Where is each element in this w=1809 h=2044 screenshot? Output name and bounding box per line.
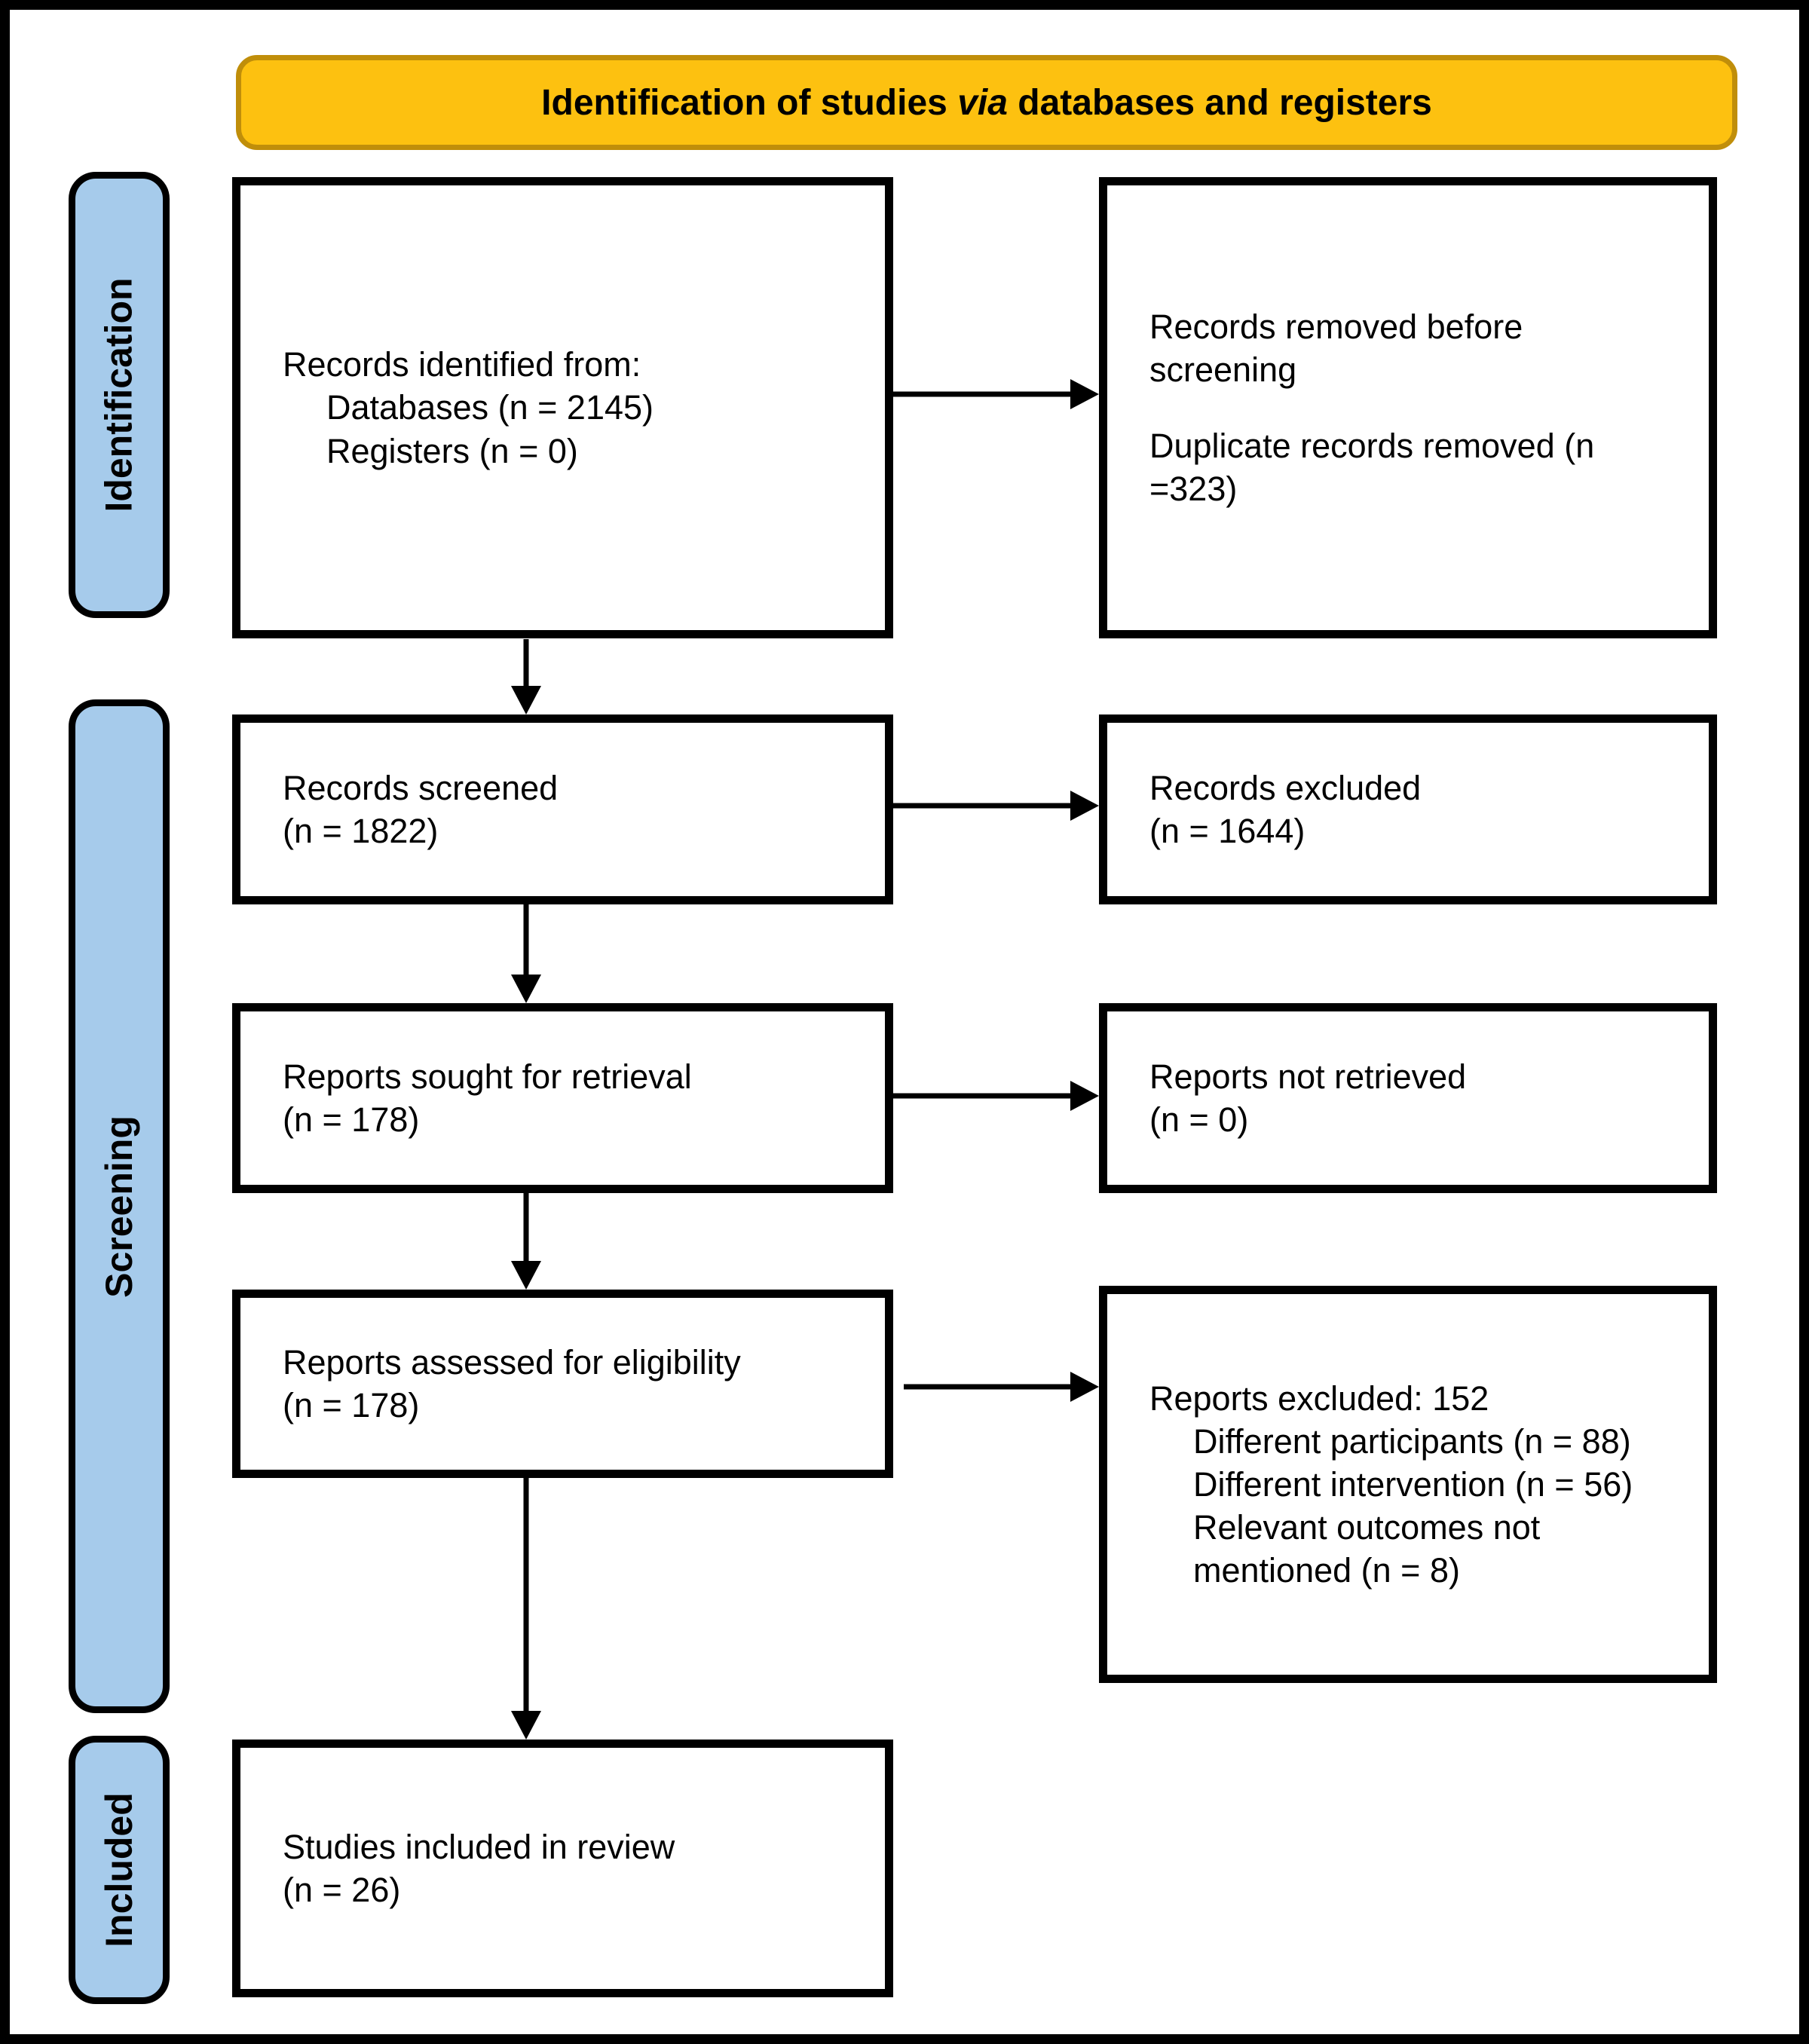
- reports-not-retrieved-line2: (n = 0): [1149, 1100, 1249, 1139]
- arrow-screened-to-excluded: [893, 791, 1099, 821]
- records-screened-line2: (n = 1822): [283, 812, 439, 850]
- title-part3: databases and registers: [1007, 82, 1432, 123]
- title-part1: Identification of studies: [541, 82, 958, 123]
- records-identified-item-registers: Registers (n = 0): [326, 431, 578, 470]
- box-records-screened: [232, 714, 893, 904]
- reports-sought-line1: Reports sought for retrieval: [283, 1057, 692, 1096]
- reports-not-retrieved-line1: Reports not retrieved: [1149, 1057, 1467, 1096]
- studies-included-line2: (n = 26): [283, 1871, 401, 1909]
- title-via-italic: via: [957, 82, 1008, 123]
- stage-label-screening: [69, 699, 170, 1713]
- arrow-sought-to-assessed: [511, 1193, 541, 1290]
- duplicates-removed-line: Duplicate records removed (n =323): [1149, 427, 1595, 509]
- arrow-sought-to-not-retrieved: [893, 1081, 1099, 1111]
- reports-excluded-item-intervention: Different intervention (n = 56): [1193, 1464, 1633, 1504]
- reports-excluded-item-outcomes: Relevant outcomes not mentioned (n = 8): [1193, 1508, 1541, 1590]
- box-reports-sought: [232, 1003, 893, 1193]
- arrow-screened-to-sought: [511, 904, 541, 1003]
- box-studies-included: [232, 1740, 893, 1997]
- stage-label-included-text: Included: [98, 1792, 141, 1948]
- stage-label-included: [69, 1736, 170, 2004]
- stage-label-identification: [69, 172, 170, 618]
- reports-excluded-heading: Reports excluded: 152: [1149, 1378, 1489, 1418]
- records-excluded-line1: Records excluded: [1149, 768, 1422, 807]
- stage-label-screening-text: Screening: [98, 1115, 140, 1298]
- records-excluded-line2: (n = 1644): [1149, 812, 1305, 850]
- arrow-identified-to-removed: [893, 379, 1099, 409]
- arrow-assessed-to-included: [511, 1478, 541, 1740]
- box-records-identified: [232, 177, 893, 638]
- stage-label-identification-text: Identification: [98, 277, 141, 513]
- reports-assessed-line2: (n = 178): [283, 1386, 420, 1424]
- arrow-identified-to-screened: [511, 639, 541, 714]
- records-identified-item-databases: Databases (n = 2145): [326, 388, 654, 427]
- box-reports-assessed: [232, 1290, 893, 1478]
- records-screened-line1: Records screened: [283, 768, 559, 807]
- records-identified-heading: Records identified from:: [283, 345, 641, 384]
- studies-included-line1: Studies included in review: [283, 1827, 675, 1866]
- reports-assessed-line1: Reports assessed for eligibility: [283, 1342, 741, 1382]
- box-records-excluded: [1099, 714, 1717, 904]
- reports-excluded-item-participants: Different participants (n = 88): [1193, 1421, 1631, 1461]
- title-text: [541, 82, 1432, 124]
- reports-sought-line2: (n = 178): [283, 1100, 420, 1139]
- arrow-assessed-to-reports-excluded: [904, 1372, 1099, 1402]
- box-records-removed: [1099, 177, 1717, 638]
- box-reports-excluded: [1099, 1286, 1717, 1683]
- records-removed-line: Records removed before screening: [1149, 307, 1523, 389]
- title-banner: [236, 55, 1737, 150]
- box-reports-not-retrieved: [1099, 1003, 1717, 1193]
